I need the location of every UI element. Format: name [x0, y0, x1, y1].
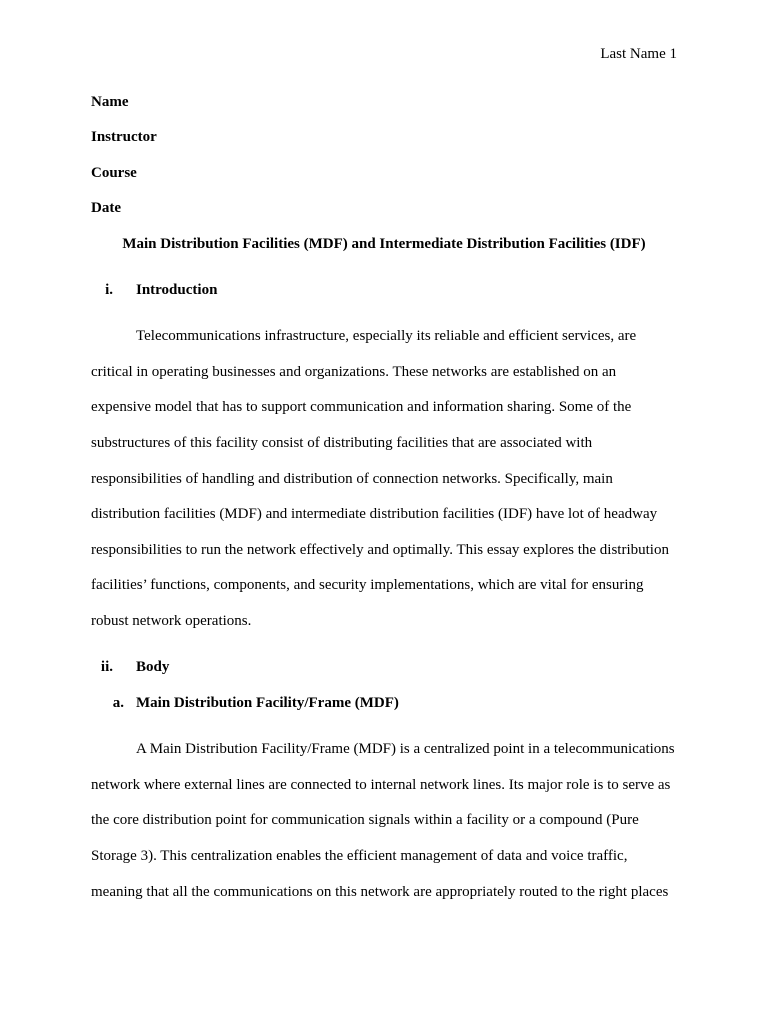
course-name: Course — [91, 165, 137, 181]
paragraph-line: Storage 3). This centralization enables the efficient management of data and voice traffic, — [91, 848, 628, 864]
instructor-name: Instructor — [91, 129, 157, 145]
paragraph-line: distribution facilities (MDF) and intermediate distribution facilities (IDF) have lot of headway — [91, 506, 658, 522]
section-marker: i. — [105, 282, 113, 298]
paragraph-line: robust network operations. — [91, 613, 252, 629]
date: Date — [91, 200, 121, 216]
paragraph-line: responsibilities to run the network effectively and optimally. This essay explores the distribution — [91, 542, 669, 558]
section-marker: ii. — [100, 659, 113, 675]
paragraph-line: the core distribution point for communication signals within a facility or a compound (Pure — [91, 812, 639, 828]
paragraph-line: expensive model that has to support communication and information sharing. Some of the — [91, 399, 632, 415]
student-name: Name — [91, 94, 129, 110]
essay-title: Main Distribution Facilities (MDF) and Intermediate Distribution Facilities (IDF) — [122, 236, 646, 252]
paragraph-line: critical in operating businesses and organizations. These networks are established on an — [91, 364, 617, 380]
section-label: Body — [136, 659, 170, 675]
paragraph-line: facilities’ functions, components, and security implementations, which are vital for ensuring — [91, 577, 644, 593]
section-label: Introduction — [136, 282, 218, 298]
subsection-label: Main Distribution Facility/Frame (MDF) — [136, 695, 399, 711]
paragraph-line: substructures of this facility consist of distributing facilities that are associated with — [91, 435, 593, 451]
running-header: Last Name 1 — [600, 46, 677, 62]
subsection-marker: a. — [112, 695, 124, 711]
paragraph-line: responsibilities of handling and distribution of connection networks. Specifically, main — [91, 471, 613, 487]
paragraph-line: network where external lines are connected to internal network lines. Its major role is to serve as — [91, 777, 671, 793]
paragraph-line: A Main Distribution Facility/Frame (MDF) is a centralized point in a telecommunications — [136, 741, 675, 757]
paragraph-line: Telecommunications infrastructure, especially its reliable and efficient services, are — [136, 328, 637, 344]
paragraph-line: meaning that all the communications on this network are appropriately routed to the right places — [91, 884, 669, 900]
